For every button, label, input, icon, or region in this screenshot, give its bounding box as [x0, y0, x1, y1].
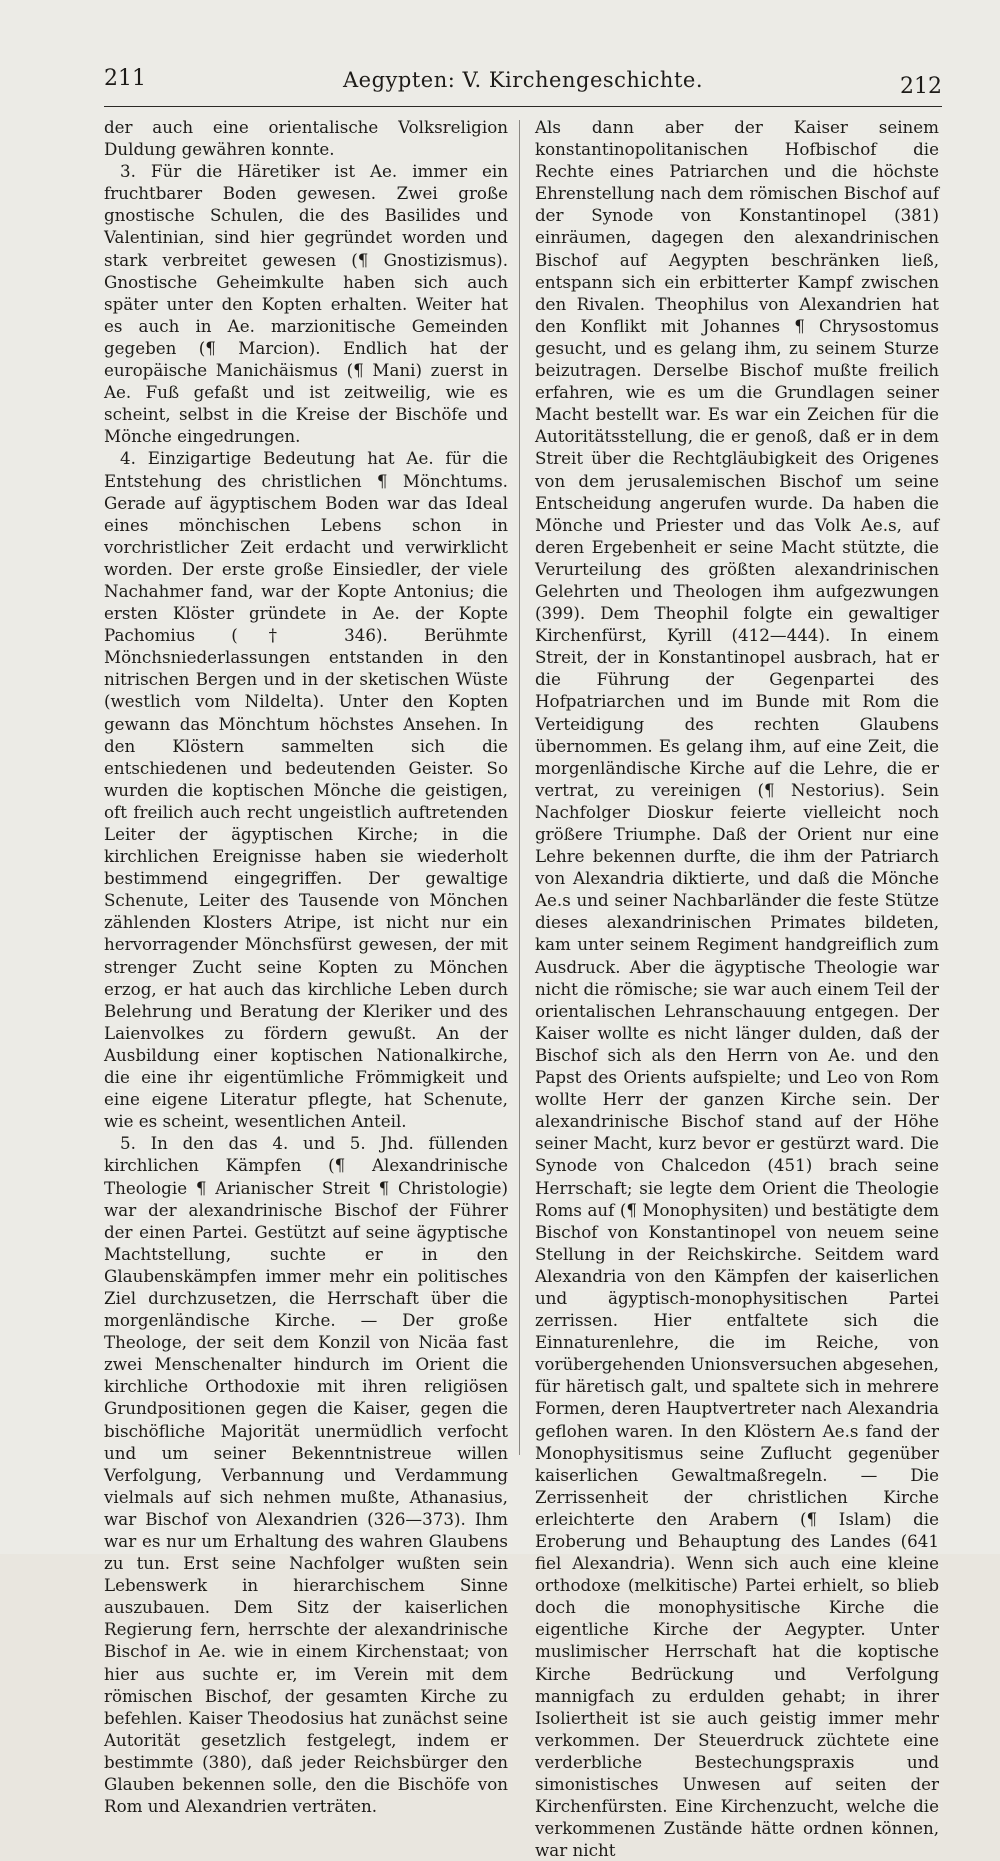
right-column [535, 116, 939, 1861]
paragraph: 5. In den das 4. und 5. Jhd. füllenden kirchlichen Kämpfen (¶ Alexandrinische Theologie ¶ Arianischer Streit ¶ Christologie) war der alexandrinische Bischof der Führer der einen Partei. Gestützt auf seine ägyptische Machtstellung, suchte er in den Glaubenskämpfen immer mehr ein politisches Ziel durchzusetzen, die Herrschaft über die morgenländische Kirche. — Der große Theologe, der seit dem Konzil von Nicäa fast zwei Menschenalter hindurch im Orient die kirchliche Orthodoxie mit ihren religiösen Grundpositionen gegen die Kaiser, gegen die bischöfliche Majorität unermüdlich verfocht und um seiner Bekenntnistreue willen Verfolgung, Verbannung und Verdammung vielmals auf sich nehmen mußte, Athanasius, war Bischof von Alexandrien (326—373). Ihm war es nur um Erhaltung des wahren Glaubens zu tun. Erst seine Nachfolger wußten sein Lebenswerk in hierarchischem Sinne auszubauen. Dem Sitz der kaiserlichen Regierung fern, herrschte der alexandrinische Bischof in Ae. wie in einem Kirchenstaat; von hier aus suchte er, im Verein mit dem römischen Bischof, der gesamten Kirche zu befehlen. Kaiser Theodosius hat zunächst seine Autorität gesetzlich festgelegt, indem er bestimmte (380), daß jeder Reichsbürger den Glauben bekennen solle, den die Bischöfe von Rom und Alexandrien verträten. [104, 1133, 508, 1817]
page-number-left: 211 [104, 66, 146, 91]
paragraph: 4. Einzigartige Bedeutung hat Ae. für die Entstehung des christlichen ¶ Mönchtums. Gerade auf ägyptischem Boden war das Ideal eines mönchischen Lebens schon in vorchristlicher Zeit erdacht und verwirklicht worden. Der erste große Einsiedler, der viele Nachahmer fand, war der Kopte Antonius; die ersten Klöster gründete in Ae. der Kopte Pachomius († 346). Berühmte Mönchsniederlassungen entstanden in den nitrischen Bergen und in der sketischen Wüste (westlich vom Nildelta). Unter den Kopten gewann das Mönchtum höchstes Ansehen. In den Klöstern sammelten sich die entschiedenen und bedeutenden Geister. So wurden die koptischen Mönche die geistigen, oft freilich auch recht ungeistlich auftretenden Leiter der ägyptischen Kirche; in die kirchlichen Ereignisse haben sie wiederholt bestimmend eingegriffen. Der gewaltige Schenute, Leiter des Tausende von Mönchen zählenden Klosters Atripe, ist nicht nur ein hervorragender Mönchsfürst gewesen, der mit strenger Zucht seine Kopten zu Mönchen erzog, er hat auch das kirchliche Leben durch Belehrung und Beratung der Kleriker und des Laienvolkes zu fördern gewußt. An der Ausbildung einer koptischen Nationalkirche, die eine ihr eigentümliche Frömmigkeit und eine eigene Literatur pflegte, hat Schenute, wie es scheint, wesentlichen Anteil. [104, 448, 508, 1132]
running-title: Aegypten: V. Kirchengeschichte. [343, 68, 703, 92]
column-divider [519, 120, 520, 1455]
page-number-right: 212 [900, 74, 942, 99]
paragraph: 3. Für die Häretiker ist Ae. immer ein fruchtbarer Boden gewesen. Zwei große gnostische Schulen, die des Basilides und Valentinian, sind hier gegründet worden und stark verbreitet gewesen (¶ Gnostizismus). Gnostische Geheimkulte haben sich auch später unter den Kopten erhalten. Weiter hat es auch in Ae. marzionitische Gemeinden gegeben (¶ Marcion). Endlich hat der europäische Manichäismus (¶ Mani) zuerst in Ae. Fuß gefaßt und ist zeitweilig, wie es scheint, selbst in die Kreise der Bischöfe und Mönche eingedrungen. [104, 161, 508, 447]
header-rule [104, 106, 942, 107]
running-header [104, 66, 942, 99]
paragraph: der auch eine orientalische Volksreligion Duldung gewähren konnte. [104, 117, 508, 160]
paragraph: Als dann aber der Kaiser seinem konstantinopolitanischen Hofbischof die Rechte eines Patriarchen und die höchste Ehrenstellung nach dem römischen Bischof auf der Synode von Konstantinopel (381) einräumen, dagegen den alexandrinischen Bischof auf Aegypten beschränken ließ, entspann sich ein erbitterter Kampf zwischen den Rivalen. Theophilus von Alexandrien hat den Konflikt mit Johannes ¶ Chrysostomus gesucht, und es gelang ihm, zu seinem Sturze beizutragen. Derselbe Bischof mußte freilich erfahren, wie es um die Grundlagen seiner Macht bestellt war. Es war ein Zeichen für die Autoritätsstellung, die er genoß, daß er in dem Streit über die Rechtgläubigkeit des Origenes von dem jerusalemischen Bischof um seine Entscheidung angerufen wurde. Da haben die Mönche und Priester und das Volk Ae.s, auf deren Ergebenheit er seine Macht stützte, die Verurteilung des größten alexandrinischen Gelehrten und Theologen ihm aufgezwungen (399). Dem Theophil folgte ein gewaltiger Kirchenfürst, Kyrill (412—444). In einem Streit, der in Konstantinopel ausbrach, hat er die Führung der Gegenpartei des Hofpatriarchen und im Bunde mit Rom die Verteidigung des rechten Glaubens übernommen. Es gelang ihm, auf eine Zeit, die morgenländische Kirche auf die Lehre, die er vertrat, zu vereinigen (¶ Nestorius). Sein Nachfolger Dioskur feierte vielleicht noch größere Triumphe. Daß der Orient nur eine Lehre bekennen durfte, die ihm der Patriarch von Alexandria diktierte, und daß die Mönche Ae.s und seiner Nachbarländer die feste Stütze dieses alexandrinischen Primates bildeten, kam unter seinem Regiment handgreiflich zum Ausdruck. Aber die ägyptische Theologie war nicht die römische; sie war auch einem Teil der orientalischen Lehranschauung entgegen. Der Kaiser wollte es nicht länger dulden, daß der Bischof sich als den Herrn von Ae. und den Papst des Orients aufspielte; und Leo von Rom wollte Herr der ganzen Kirche sein. Der alexandrinische Bischof stand auf der Höhe seiner Macht, kurz bevor er gestürzt ward. Die Synode von Chalcedon (451) brach seine Herrschaft; sie legte dem Orient die Theologie Roms auf (¶ Monophysiten) und bestätigte dem Bischof von Konstantinopel von neuem seine Stellung in der Reichskirche. Seitdem ward Alexandria von den Kämpfen der kaiserlichen und ägyptisch-monophysitischen Partei zerrissen. Hier entfaltete sich die Einnaturenlehre, die im Reiche, von vorübergehenden Unionsversuchen abgesehen, für häretisch galt, und spaltete sich in mehrere Formen, deren Hauptvertreter nach Alexandria geflohen waren. In den Klöstern Ae.s fand der Monophysitismus seine Zuflucht gegenüber kaiserlichen Gewaltmaßregeln. — Die Zerrissenheit der christlichen Kirche erleichterte den Arabern (¶ Islam) die Eroberung und Behauptung des Landes (641 fiel Alexandria). Wenn sich auch eine kleine orthodoxe (melkitische) Partei erhielt, so blieb doch die monophysitische Kirche die eigentliche Kirche der Aegypter. Unter muslimischer Herrschaft hat die koptische Kirche Bedrückung und Verfolgung mannigfach zu erdulden gehabt; in ihrer Isoliertheit ist sie auch geistig immer mehr verkommen. Der Steuerdruck züchtete eine verderbliche Bestechungspraxis und simonistisches Unwesen auf seiten der Kirchenfürsten. Eine Kirchenzucht, welche die verkommenen Zustände hätte ordnen können, war nicht [535, 117, 939, 1861]
left-column [104, 116, 508, 1817]
